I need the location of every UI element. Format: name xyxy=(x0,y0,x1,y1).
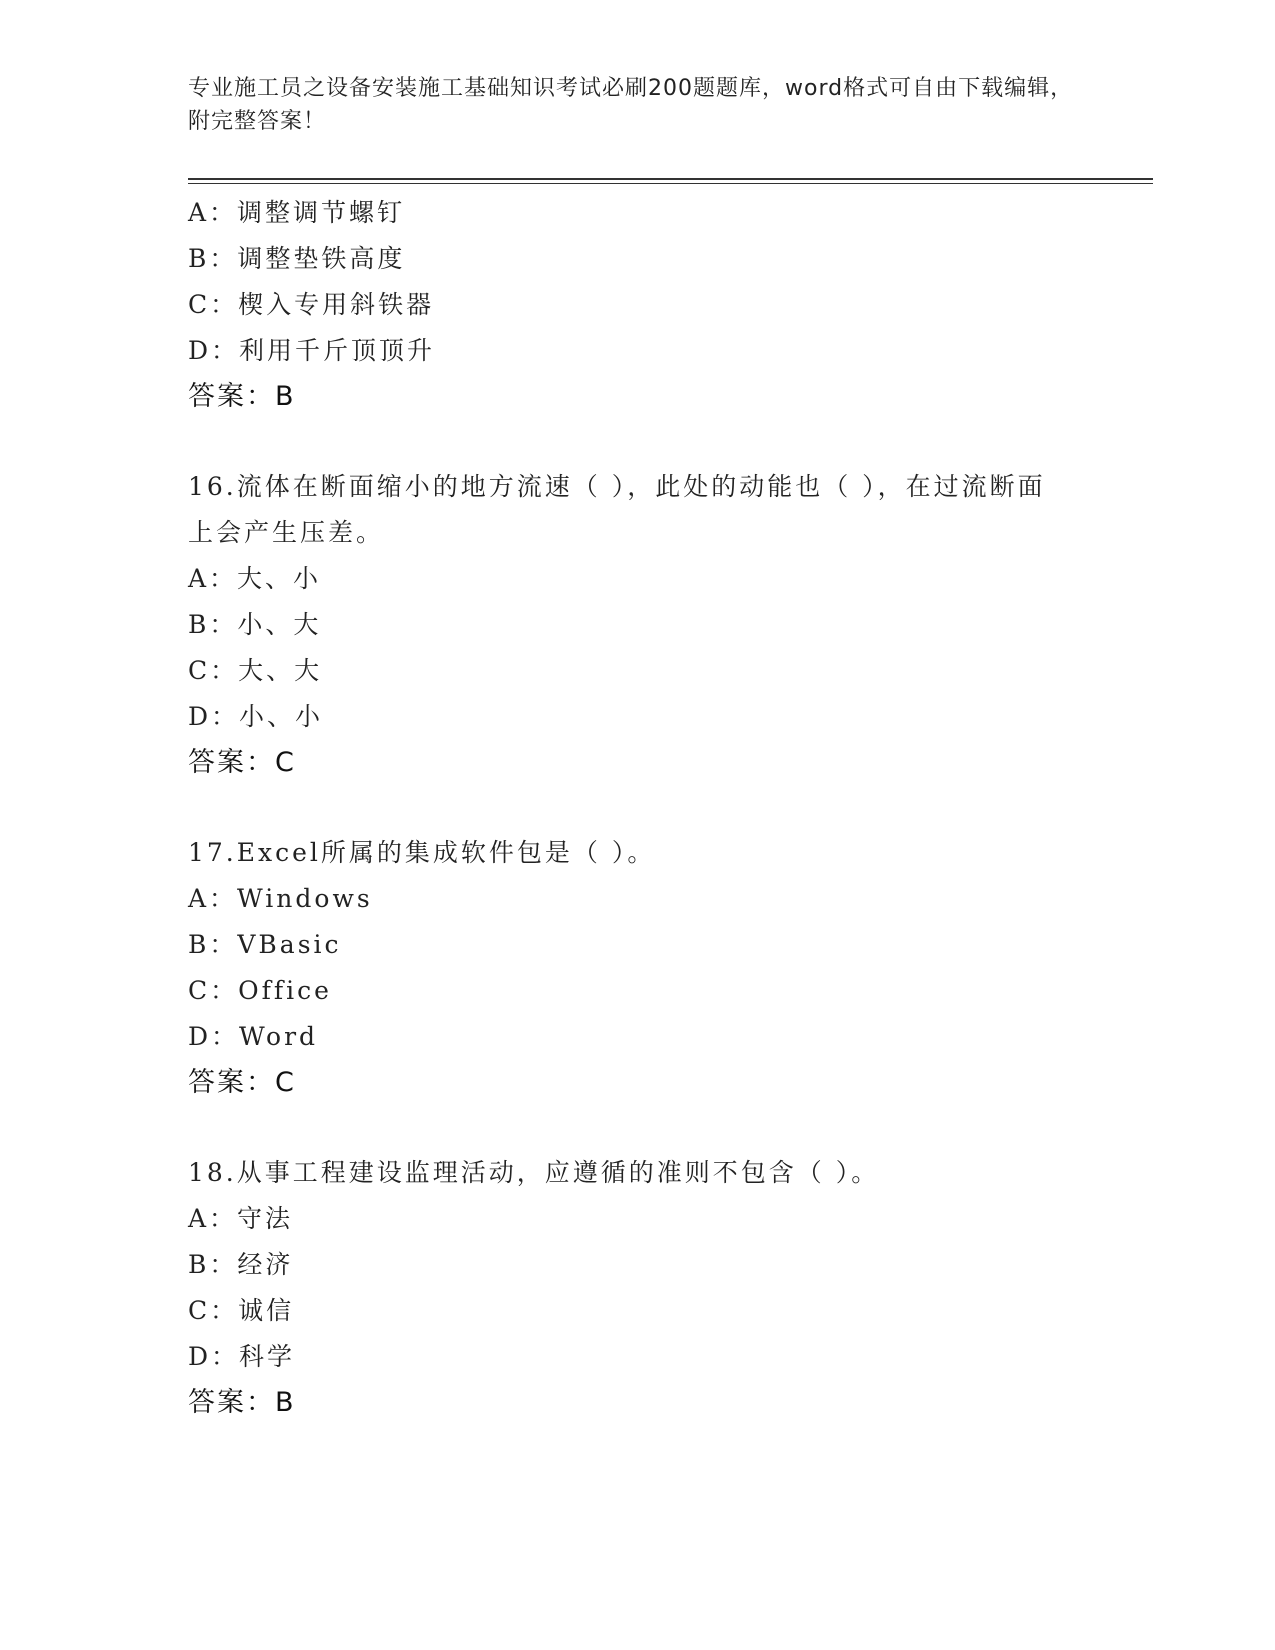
question-18 xyxy=(188,1150,1088,1426)
option-d: D：利用千斤顶顶升 xyxy=(188,336,436,365)
question-list xyxy=(188,190,1088,1426)
option-d: D：Word xyxy=(188,1022,319,1051)
option-d: D：科学 xyxy=(188,1342,296,1371)
option-b: B：经济 xyxy=(188,1250,294,1279)
question-text: 17.Excel所属的集成软件包是（ ）。 xyxy=(188,838,656,867)
question-text: 18.从事工程建设监理活动，应遵循的准则不包含（ ）。 xyxy=(188,1158,880,1187)
question-17 xyxy=(188,830,1088,1106)
option-a: A：守法 xyxy=(188,1204,294,1233)
option-a: A：大、小 xyxy=(188,564,322,593)
document-header: 专业施工员之设备安装施工基础知识考试必刷200题题库，word格式可自由下载编辑，附完整答案！ xyxy=(188,76,1074,134)
answer: 答案：C xyxy=(188,1067,296,1098)
question-16 xyxy=(188,464,1088,786)
option-c: C：大、大 xyxy=(188,656,323,685)
option-a: A：Windows xyxy=(188,884,373,913)
option-b: B：调整垫铁高度 xyxy=(188,244,406,273)
option-d: D：小、小 xyxy=(188,702,324,731)
option-c: C：楔入专用斜铁器 xyxy=(188,290,435,319)
question-text: 16.流体在断面缩小的地方流速（ ），此处的动能也（ ），在过流断面上会产生压差。 xyxy=(188,472,1046,547)
answer: 答案：C xyxy=(188,747,296,778)
option-c: C：诚信 xyxy=(188,1296,295,1325)
question-15 xyxy=(188,190,1088,420)
option-a: A：调整调节螺钉 xyxy=(188,198,406,227)
answer: 答案：B xyxy=(188,381,296,412)
header-divider-thin xyxy=(188,183,1153,184)
answer: 答案：B xyxy=(188,1387,296,1418)
option-c: C：Office xyxy=(188,976,332,1005)
option-b: B：VBasic xyxy=(188,930,342,959)
header-divider-thick xyxy=(188,178,1153,180)
option-b: B：小、大 xyxy=(188,610,322,639)
